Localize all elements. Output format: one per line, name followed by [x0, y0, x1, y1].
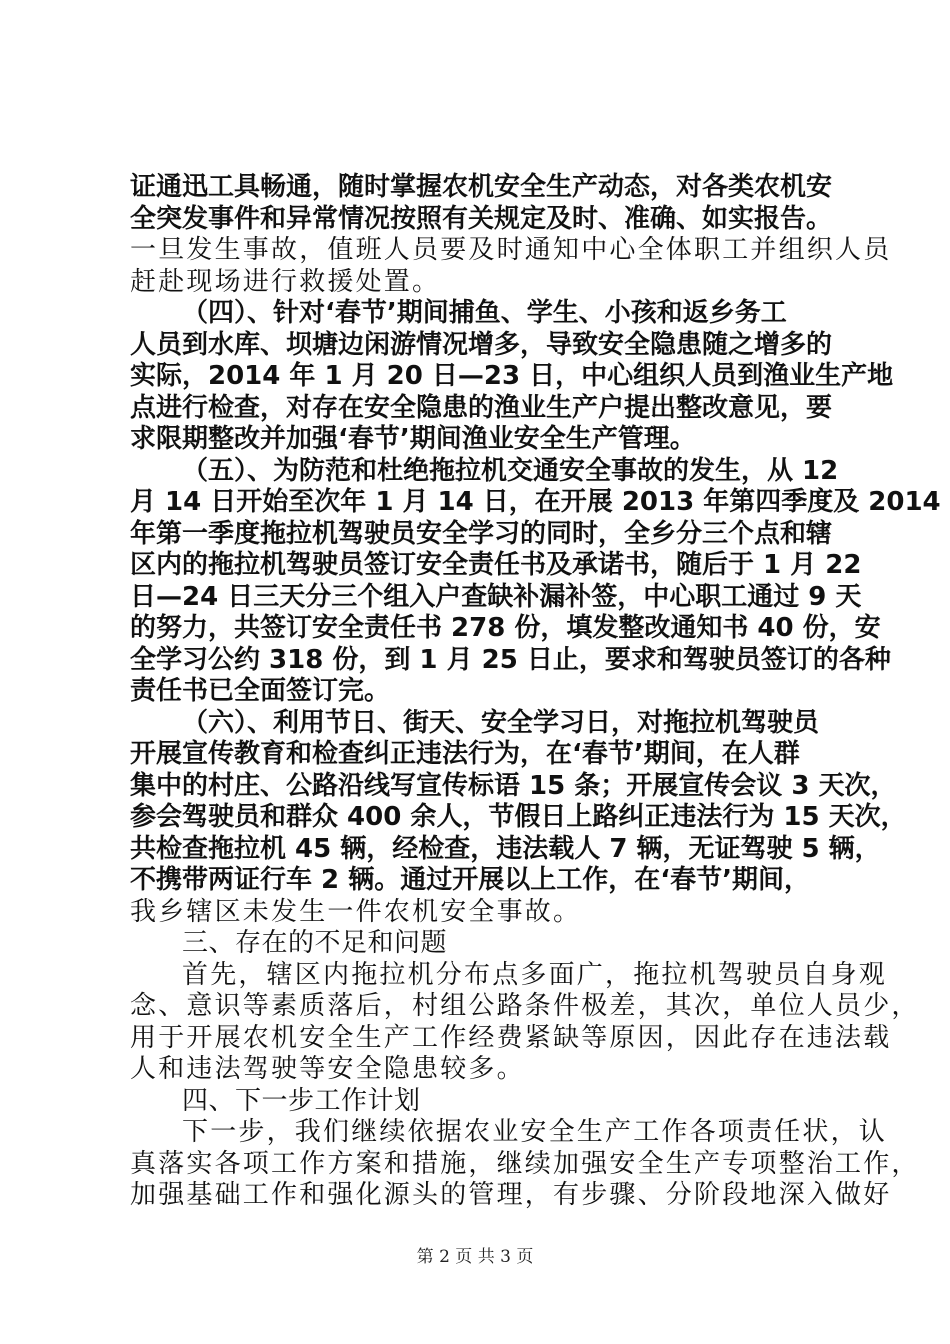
text-line: 开展宣传教育和检查纠正违法行为，在‘春节’期间，在人群: [130, 739, 800, 769]
page-footer: 第 2 页 共 3 页: [416, 1247, 534, 1267]
text-line: 月 14 日开始至次年 1 月 14 日，在开展 2013 年第四季度及 2014: [130, 487, 941, 517]
text-line: 全学习公约 318 份，到 1 月 25 日止，要求和驾驶员签订的各种: [130, 644, 891, 675]
text-line: 不携带两证行车 2 辆。通过开展以上工作，在‘春节’期间，: [130, 865, 810, 895]
text-line: 区内的拖拉机驾驶员签订安全责任书及承诺书，随后于 1 月 22: [130, 550, 862, 580]
text-line: 人和违法驾驶等安全隐患较多。: [130, 1054, 525, 1084]
text-line: 共检查拖拉机 45 辆，经检查，违法载人 7 辆，无证驾驶 5 辆，: [130, 833, 881, 864]
text-line: 证通迅工具畅通，随时掌握农机安全生产动态，对各类农机安: [130, 172, 833, 202]
text-line: 求限期整改并加强‘春节’期间渔业安全生产管理。: [130, 424, 696, 454]
text-line: 我乡辖区未发生一件农机安全事故。: [130, 896, 582, 927]
text-line: 日—24 日三天分三个组入户查缺补漏补签，中心职工通过 9 天: [130, 581, 862, 612]
text-line: 年第一季度拖拉机驾驶员安全学习的同时，全乡分三个点和辖: [130, 518, 833, 549]
text-line: 一旦发生事故，值班人员要及时通知中心全体职工并组织人员: [130, 235, 892, 265]
text-line: 实际，2014 年 1 月 20 日—23 日，中心组织人员到渔业生产地: [130, 361, 894, 391]
text-line: 念、意识等素质落后，村组公路条件极差，其次，单位人员少，: [130, 991, 920, 1021]
text-line: （五）、为防范和杜绝拖拉机交通安全事故的发生，从 12: [182, 455, 839, 486]
text-line: 下一步，我们继续依据农业安全生产工作各项责任状，认: [182, 1117, 888, 1147]
text-line: 参会驾驶员和群众 400 余人，节假日上路纠正违法行为 15 天次，: [130, 802, 907, 832]
text-line: 加强基础工作和强化源头的管理，有步骤、分阶段地深入做好: [130, 1180, 892, 1210]
text-line: 点进行检查，对存在安全隐患的渔业生产户提出整改意见，要: [130, 392, 833, 423]
text-line: 集中的村庄、公路沿线写宣传标语 15 条；开展宣传会议 3 天次，: [130, 770, 897, 801]
text-line: （六）、利用节日、街天、安全学习日，对拖拉机驾驶员: [182, 707, 820, 738]
text-line: 全突发事件和异常情况按照有关规定及时、准确、如实报告。: [130, 203, 833, 234]
section-heading: 四、下一步工作计划: [182, 1085, 421, 1116]
text-line: 首先，辖区内拖拉机分布点多面广，拖拉机驾驶员自身观: [182, 959, 888, 990]
text-line: 人员到水库、坝塘边闲游情况增多，导致安全隐患随之增多的: [130, 329, 833, 360]
text-line: 用于开展农机安全生产工作经费紧缺等原因，因此存在违法载: [130, 1022, 892, 1053]
text-line: 真落实各项工作方案和措施，继续加强安全生产专项整治工作，: [130, 1148, 920, 1179]
section-heading: 三、存在的不足和问题: [182, 928, 448, 958]
text-line: 的努力，共签订安全责任书 278 份，填发整改通知书 40 份，安: [130, 613, 881, 643]
text-line: （四）、针对‘春节’期间捕鱼、学生、小孩和返乡务工: [182, 298, 787, 328]
document-body: [130, 172, 941, 1212]
text-line: 责任书已全面签订完。: [130, 676, 391, 706]
text-line: 赶赴现场进行救援处置。: [130, 266, 441, 297]
